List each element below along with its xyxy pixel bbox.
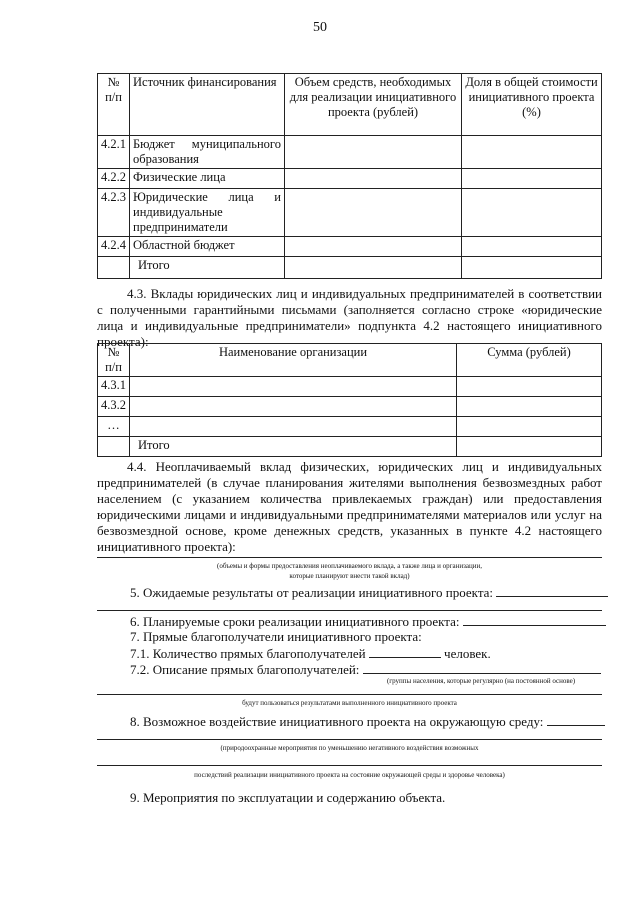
row-num bbox=[98, 437, 130, 457]
section-4-3-text: 4.3. Вклады юридических лиц и индивидуальных предпринимателей в соответствии с полученными гарантийными письмами (заполняется согласно строке «юридические лица и индивидуальные предприниматели» подпункта 4.2 настоящего инициативного проекта): bbox=[97, 286, 602, 349]
col-header-num: № п/п bbox=[98, 344, 130, 377]
item-5-label: 5. Ожидаемые результаты от реализации инициативного проекта: bbox=[130, 585, 494, 600]
sum-cell[interactable] bbox=[457, 437, 602, 457]
answer-line[interactable] bbox=[97, 739, 602, 740]
item-8-label: 8. Возможное воздействие инициативного проекта на окружающую среду: bbox=[130, 714, 544, 729]
amount-cell[interactable] bbox=[285, 189, 462, 237]
col-header-share: Доля в общей стоимости инициативного проекта (%) bbox=[462, 74, 602, 136]
amount-cell[interactable] bbox=[285, 237, 462, 257]
sum-cell[interactable] bbox=[457, 397, 602, 417]
col-header-source: Источник финансирования bbox=[130, 74, 285, 136]
row-num: 4.2.3 bbox=[98, 189, 130, 237]
amount-cell[interactable] bbox=[285, 169, 462, 189]
row-num: … bbox=[98, 417, 130, 437]
col-header-amount: Объем средств, необходимых для реализации инициативного проекта (рублей) bbox=[285, 74, 462, 136]
item-7-1-unit: человек. bbox=[444, 646, 491, 661]
row-total: Итого bbox=[130, 257, 285, 279]
share-cell[interactable] bbox=[462, 169, 602, 189]
share-cell[interactable] bbox=[462, 237, 602, 257]
item-9: 9. Мероприятия по эксплуатации и содержанию объекта. bbox=[130, 790, 446, 805]
item-8 bbox=[130, 713, 605, 730]
note-8-a: (природоохранные мероприятия по уменьшению негативного воздействия возможных bbox=[220, 744, 479, 752]
page-number: 50 bbox=[313, 20, 327, 35]
note-4-4-a: (объемы и формы предоставления неоплачиваемого вклада, а также лица и организации, bbox=[216, 562, 482, 570]
col-header-org: Наименование организации bbox=[130, 344, 457, 377]
col-header-num: № п/п bbox=[98, 74, 130, 136]
answer-line[interactable] bbox=[97, 610, 602, 611]
row-num: 4.2.2 bbox=[98, 169, 130, 189]
item-7-2-field[interactable] bbox=[363, 661, 601, 674]
amount-cell[interactable] bbox=[285, 136, 462, 169]
row-num: 4.2.4 bbox=[98, 237, 130, 257]
row-num: 4.3.1 bbox=[98, 377, 130, 397]
item-7-2 bbox=[130, 661, 601, 678]
item-7: 7. Прямые благополучатели инициативного проекта: bbox=[130, 629, 422, 644]
item-7-1-label: 7.1. Количество прямых благополучателей bbox=[130, 646, 366, 661]
row-num: 4.2.1 bbox=[98, 136, 130, 169]
row-total: Итого bbox=[130, 437, 457, 457]
answer-line[interactable] bbox=[97, 557, 602, 558]
item-7-2-label: 7.2. Описание прямых благополучателей: bbox=[130, 662, 360, 677]
contributions-table bbox=[97, 343, 602, 457]
sum-cell[interactable] bbox=[457, 417, 602, 437]
amount-cell[interactable] bbox=[285, 257, 462, 279]
item-5 bbox=[130, 584, 608, 601]
sum-cell[interactable] bbox=[457, 377, 602, 397]
note-8-b: последствий реализации инициативного проекта на состояние окружающей среды и здоровье человека) bbox=[194, 771, 505, 779]
row-source: Бюджет муниципального образования bbox=[130, 136, 285, 169]
item-5-field[interactable] bbox=[496, 584, 608, 597]
org-cell[interactable] bbox=[130, 417, 457, 437]
item-6-label: 6. Планируемые сроки реализации инициативного проекта: bbox=[130, 614, 460, 629]
row-num bbox=[98, 257, 130, 279]
answer-line[interactable] bbox=[97, 765, 602, 766]
answer-line[interactable] bbox=[97, 694, 602, 695]
item-7-1-field[interactable] bbox=[369, 645, 441, 658]
note-7-2-b: будут пользоваться результатами выполненного инициативного проекта bbox=[242, 699, 457, 707]
col-header-sum: Сумма (рублей) bbox=[457, 344, 602, 377]
note-7-2-a: (группы населения, которые регулярно (на постоянной основе) bbox=[386, 677, 576, 685]
share-cell[interactable] bbox=[462, 136, 602, 169]
row-source: Физические лица bbox=[130, 169, 285, 189]
row-num: 4.3.2 bbox=[98, 397, 130, 417]
org-cell[interactable] bbox=[130, 397, 457, 417]
item-6 bbox=[130, 613, 606, 630]
note-4-4-b: которые планируют внести такой вклад) bbox=[289, 572, 410, 580]
item-6-field[interactable] bbox=[463, 613, 606, 626]
row-source: Юридические лица и индивидуальные предприниматели bbox=[130, 189, 285, 237]
item-7-1 bbox=[130, 645, 491, 662]
financing-table bbox=[97, 73, 602, 279]
item-8-field[interactable] bbox=[547, 713, 605, 726]
section-4-4-text: 4.4. Неоплачиваемый вклад физических, юридических лиц и индивидуальных предпринимателей (в случае планирования жителями выполнения безвозмездных работ населением (с указанием количества привлекаемых граждан) или предоставления юридическими лицами и индивидуальными предпринимателями материалов или услуг на безвозмездной основе, кроме денежных средств, указанных в пункте 4.2 настоящего инициативного проекта): bbox=[97, 459, 602, 554]
share-cell[interactable] bbox=[462, 257, 602, 279]
org-cell[interactable] bbox=[130, 377, 457, 397]
row-source: Областной бюджет bbox=[130, 237, 285, 257]
share-cell[interactable] bbox=[462, 189, 602, 237]
